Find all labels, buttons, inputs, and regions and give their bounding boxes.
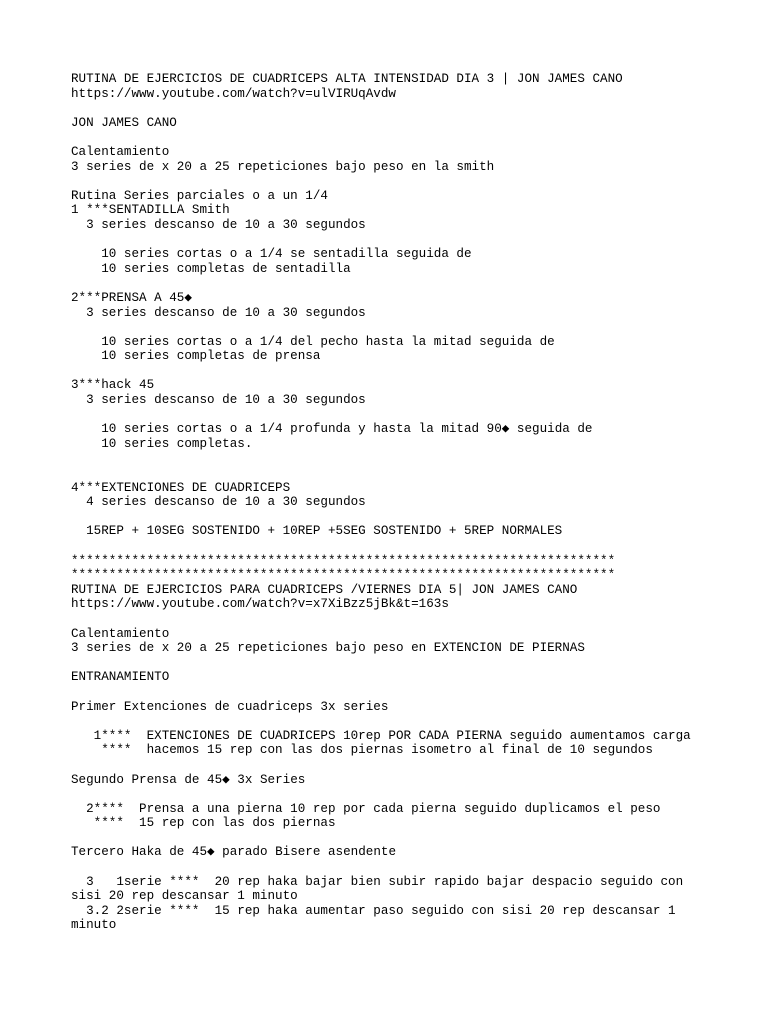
text-line: 15REP + 10SEG SOSTENIDO + 10REP +5SEG SOSTENIDO + 5REP NORMALES [71,524,563,539]
text-line: Calentamiento [71,144,170,159]
text-line [71,233,711,248]
text-line: Calentamiento [71,626,170,641]
text-line [71,466,711,481]
text-line: 3 series descanso de 10 a 30 segundos [71,393,366,408]
text-line: 10 series completas. [71,436,253,451]
text-line: Primer Extenciones de cuadriceps 3x series [71,699,389,714]
text-line: 3 series descanso de 10 a 30 segundos [71,305,366,320]
text-line [71,320,711,335]
text-line: JON JAMES CANO [71,115,177,130]
text-line: 2***PRENSA A 45◆ [71,290,192,305]
text-line: ************************************************************************ [71,553,616,568]
text-line [71,758,711,773]
text-line: 3 series de x 20 a 25 repeticiones bajo peso en EXTENCION DE PIERNAS [71,641,585,656]
text-line: Rutina Series parciales o a un 1/4 [71,188,328,203]
text-line: **** hacemos 15 rep con las dos piernas isometro al final de 10 segundos [71,743,653,758]
text-line: ENTRANAMIENTO [71,670,170,685]
text-line: minuto [71,918,117,933]
text-line: 10 series completas de prensa [71,349,321,364]
text-line: sisi 20 rep descansar 1 minuto [71,889,298,904]
text-line: **** 15 rep con las dos piernas [71,816,336,831]
text-line [71,510,711,525]
text-line: 3 series de x 20 a 25 repeticiones bajo peso en la smith [71,159,495,174]
text-line: 3***hack 45 [71,378,155,393]
text-line: 10 series cortas o a 1/4 se sentadilla seguida de [71,247,472,262]
text-line: ************************************************************************ [71,568,616,583]
text-line [71,451,711,466]
text-line: 10 series cortas o a 1/4 profunda y hasta la mitad 90◆ seguida de [71,422,593,437]
text-line: 3 1serie **** 20 rep haka bajar bien subir rapido bajar despacio seguido con [71,874,684,889]
text-line [71,685,711,700]
text-line [71,860,711,875]
text-line [71,714,711,729]
text-line: 2**** Prensa a una pierna 10 rep por cada pierna seguido duplicamos el peso [71,801,661,816]
document-page [71,72,711,933]
text-line: Segundo Prensa de 45◆ 3x Series [71,772,306,787]
text-line [71,612,711,627]
text-line: 10 series cortas o a 1/4 del pecho hasta la mitad seguida de [71,334,555,349]
text-line: 3.2 2serie **** 15 rep haka aumentar paso seguido con sisi 20 rep descansar 1 [71,903,676,918]
text-line [71,276,711,291]
text-line: 4***EXTENCIONES DE CUADRICEPS [71,480,291,495]
text-line: 1**** EXTENCIONES DE CUADRICEPS 10rep POR CADA PIERNA seguido aumentamos carga [71,728,691,743]
text-line [71,364,711,379]
text-line: 4 series descanso de 10 a 30 segundos [71,495,366,510]
text-line: 1 ***SENTADILLA Smith [71,203,230,218]
text-line: Tercero Haka de 45◆ parado Bisere asendente [71,845,396,860]
text-line [71,539,711,554]
text-line [71,174,711,189]
text-line [71,831,711,846]
text-line [71,656,711,671]
text-line: https://www.youtube.com/watch?v=x7XiBzz5jBk&t=163s [71,597,449,612]
text-line: https://www.youtube.com/watch?v=ulVIRUqAvdw [71,86,396,101]
text-line: 10 series completas de sentadilla [71,261,351,276]
text-line [71,787,711,802]
text-line [71,130,711,145]
text-line: RUTINA DE EJERCICIOS PARA CUADRICEPS /VIERNES DIA 5| JON JAMES CANO [71,582,578,597]
text-line [71,101,711,116]
text-line: 3 series descanso de 10 a 30 segundos [71,217,366,232]
text-line [71,408,711,423]
text-line: RUTINA DE EJERCICIOS DE CUADRICEPS ALTA INTENSIDAD DIA 3 | JON JAMES CANO [71,72,623,86]
